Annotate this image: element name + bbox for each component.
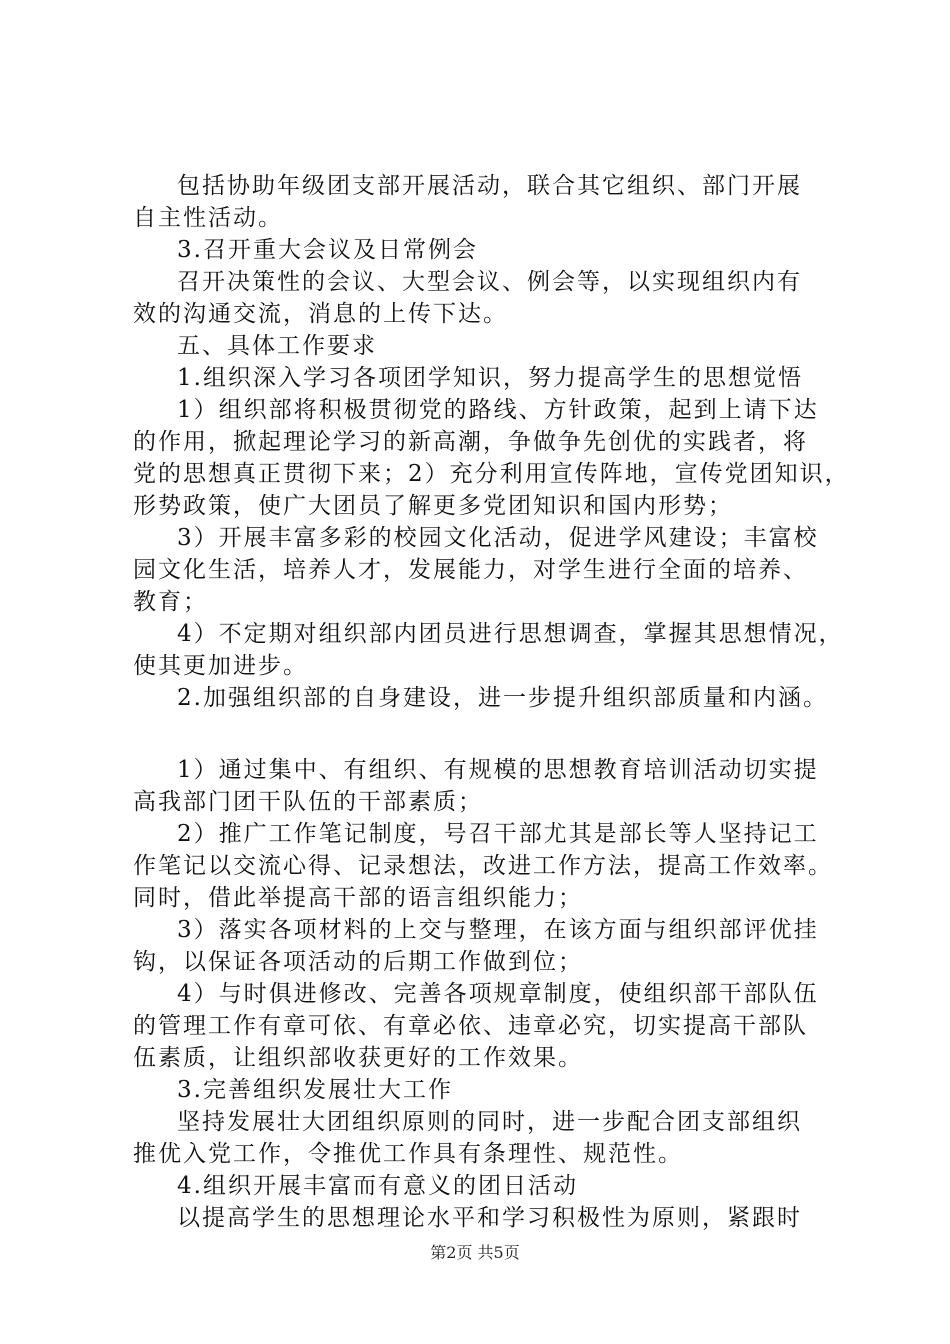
paragraph-line: 的管理工作有章可依、有章必依、违章必究，切实提高干部队 xyxy=(133,1013,808,1039)
paragraph-line: 自主性活动。 xyxy=(133,205,283,231)
paragraph-line: 3.完善组织发展壮大工作 xyxy=(177,1077,453,1103)
paragraph-line: 形势政策，使广大团员了解更多党团知识和国内形势； xyxy=(133,493,733,519)
paragraph-line: 使其更加进步。 xyxy=(133,653,308,679)
paragraph-line: 作笔记以交流心得、记录想法，改进工作方法，提高工作效率。 xyxy=(133,853,833,879)
page-footer: 第2页 共5页 xyxy=(430,1243,520,1262)
paragraph-line: 包括协助年级团支部开展活动，联合其它组织、部门开展 xyxy=(177,173,802,199)
paragraph-line: 五、具体工作要求 xyxy=(177,333,377,359)
paragraph-line: 3）落实各项材料的上交与整理，在该方面与组织部评优挂 xyxy=(177,917,819,943)
paragraph-line: 1）通过集中、有组织、有规模的思想教育培训活动切实提 xyxy=(177,757,819,783)
paragraph-line: 2.加强组织部的自身建设，进一步提升组织部质量和内涵。 xyxy=(177,685,828,711)
paragraph-line: 效的沟通交流，消息的上传下达。 xyxy=(133,301,508,327)
paragraph-line: 高我部门团干队伍的干部素质； xyxy=(133,789,483,815)
blank-line xyxy=(133,714,833,754)
paragraph-line: 以提高学生的思想理论水平和学习积极性为原则，紧跟时 xyxy=(177,1205,802,1231)
paragraph-line: 4.组织开展丰富而有意义的团日活动 xyxy=(177,1173,578,1199)
paragraph-line: 1.组织深入学习各项团学知识，努力提高学生的思想觉悟 xyxy=(177,365,803,391)
paragraph-line: 伍素质，让组织部收获更好的工作效果。 xyxy=(133,1045,583,1071)
paragraph-line: 召开决策性的会议、大型会议、例会等，以实现组织内有 xyxy=(177,269,802,295)
paragraph-line: 党的思想真正贯彻下来；2）充分利用宣传阵地，宣传党团知识， xyxy=(133,461,850,487)
paragraph-line: 3.召开重大会议及日常例会 xyxy=(177,237,478,263)
paragraph-line: 1）组织部将积极贯彻党的路线、方针政策，起到上请下达 xyxy=(177,397,819,423)
paragraph-line: 4）与时俱进修改、完善各项规章制度，使组织部干部队伍 xyxy=(177,981,819,1007)
paragraph-line: 的作用，掀起理论学习的新高潮，争做争先创优的实践者，将 xyxy=(133,429,808,455)
paragraph-line: 3）开展丰富多彩的校园文化活动，促进学风建设；丰富校 xyxy=(177,525,819,551)
paragraph-line: 同时，借此举提高干部的语言组织能力； xyxy=(133,885,583,911)
document-body xyxy=(133,170,850,1234)
paragraph-line: 教育； xyxy=(133,589,208,615)
paragraph-line: 2）推广工作笔记制度，号召干部尤其是部长等人坚持记工 xyxy=(177,821,819,847)
paragraph-line: 4）不定期对组织部内团员进行思想调查，掌握其思想情况， xyxy=(177,621,844,647)
paragraph-line: 坚持发展壮大团组织原则的同时，进一步配合团支部组织 xyxy=(177,1109,802,1135)
paragraph-line: 钩，以保证各项活动的后期工作做到位； xyxy=(133,949,583,975)
paragraph-line: 园文化生活，培养人才，发展能力，对学生进行全面的培养、 xyxy=(133,557,808,583)
paragraph-line: 推优入党工作，令推优工作具有条理性、规范性。 xyxy=(133,1141,683,1167)
